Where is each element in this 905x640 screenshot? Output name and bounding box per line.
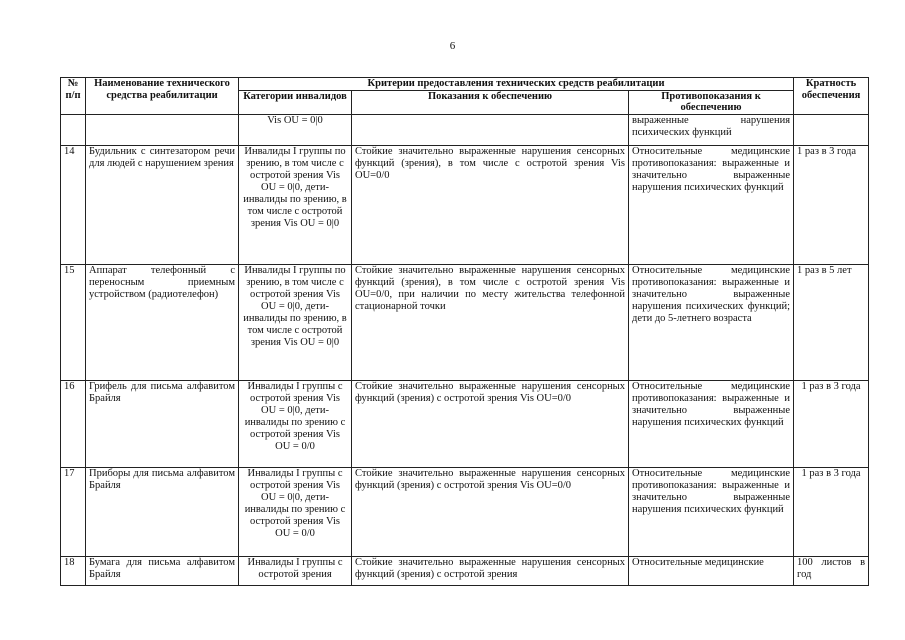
table-row bbox=[61, 145, 869, 264]
cell-frequency: 1 раз в 3 года bbox=[794, 145, 869, 264]
cell-contraindications: Относительные медицинские противопоказания: выраженные и значительно выраженные нарушения психических функций bbox=[629, 467, 794, 556]
cell-indications: Стойкие значительно выраженные нарушения сенсорных функций (зрения) с остротой зрения Vis OU=0/0 bbox=[352, 380, 629, 467]
cell-frequency bbox=[794, 114, 869, 145]
table-row bbox=[61, 264, 869, 380]
cell-indications: Стойкие значительно выраженные нарушения сенсорных функций (зрения), в том числе с остротой зрения Vis OU=0/0, при наличии по месту жительства телефонной стационарной точки bbox=[352, 264, 629, 380]
cell-category: Инвалиды I группы с остротой зрения Vis OU = 0|0, дети-инвалиды по зрению с остротой зрения Vis OU = 0/0 bbox=[239, 467, 352, 556]
cell-contraindications: Относительные медицинские противопоказания: выраженные и значительно выраженные нарушения психических функций bbox=[629, 380, 794, 467]
cell-category: Инвалиды I группы с остротой зрения bbox=[239, 556, 352, 585]
cell-indications: Стойкие значительно выраженные нарушения сенсорных функций (зрения) с остротой зрения Vis OU=0/0 bbox=[352, 467, 629, 556]
cell-frequency: 100 листов в год bbox=[794, 556, 869, 585]
table-row bbox=[61, 556, 869, 585]
table-row bbox=[61, 467, 869, 556]
cell-contraindications: выраженные нарушения психических функций bbox=[629, 114, 794, 145]
header-frequency: Кратность обеспечения bbox=[794, 78, 869, 115]
cell-name: Грифель для письма алфавитом Брайля bbox=[86, 380, 239, 467]
cell-name bbox=[86, 114, 239, 145]
header-contraindications: Противопоказания к обеспечению bbox=[629, 90, 794, 114]
cell-contraindications: Относительные медицинские bbox=[629, 556, 794, 585]
cell-contraindications: Относительные медицинские противопоказания: выраженные и значительно выраженные нарушения психических функций; дети до 5-летнего возраста bbox=[629, 264, 794, 380]
cell-contraindications: Относительные медицинские противопоказания: выраженные и значительно выраженные нарушения психических функций bbox=[629, 145, 794, 264]
cell-num: 17 bbox=[61, 467, 86, 556]
cell-indications: Стойкие значительно выраженные нарушения сенсорных функций (зрения), в том числе с остротой зрения Vis OU=0/0 bbox=[352, 145, 629, 264]
header-num: № п/п bbox=[61, 78, 86, 115]
cell-name: Аппарат телефонный с переносным приемным устройством (радиотелефон) bbox=[86, 264, 239, 380]
cell-num: 16 bbox=[61, 380, 86, 467]
cell-category: Vis OU = 0|0 bbox=[239, 114, 352, 145]
cell-category: Инвалиды I группы по зрению, в том числе с остротой зрения Vis OU = 0|0, дети-инвалиды по зрению, в том числе с остротой зрения Vis OU = 0|0 bbox=[239, 264, 352, 380]
cell-name: Приборы для письма алфавитом Брайля bbox=[86, 467, 239, 556]
header-name: Наименование технического средства реабилитации bbox=[86, 78, 239, 115]
cell-num: 15 bbox=[61, 264, 86, 380]
cell-num bbox=[61, 114, 86, 145]
cell-indications: Стойкие значительно выраженные нарушения сенсорных функций (зрения) с остротой зрения bbox=[352, 556, 629, 585]
header-indications: Показания к обеспечению bbox=[352, 90, 629, 114]
page-number: 6 bbox=[449, 40, 456, 52]
header-category: Категории инвалидов bbox=[239, 90, 352, 114]
cell-indications bbox=[352, 114, 629, 145]
cell-num: 18 bbox=[61, 556, 86, 585]
table-header bbox=[61, 78, 869, 115]
rehabilitation-means-table bbox=[60, 77, 869, 586]
cell-category: Инвалиды I группы с остротой зрения Vis OU = 0|0, дети-инвалиды по зрению с остротой зрения Vis OU = 0/0 bbox=[239, 380, 352, 467]
cell-frequency: 1 раз в 3 года bbox=[794, 467, 869, 556]
cell-num: 14 bbox=[61, 145, 86, 264]
cell-category: Инвалиды I группы по зрению, в том числе с остротой зрения Vis OU = 0|0, дети-инвалиды по зрению, в том числе с остротой зрения Vis OU = 0|0 bbox=[239, 145, 352, 264]
cell-name: Бумага для письма алфавитом Брайля bbox=[86, 556, 239, 585]
table-row bbox=[61, 380, 869, 467]
table-row bbox=[61, 114, 869, 145]
header-criteria: Критерии предоставления технических средств реабилитации bbox=[239, 78, 794, 91]
cell-name: Будильник с синтезатором речи для людей с нарушением зрения bbox=[86, 145, 239, 264]
cell-frequency: 1 раз в 5 лет bbox=[794, 264, 869, 380]
cell-frequency: 1 раз в 3 года bbox=[794, 380, 869, 467]
